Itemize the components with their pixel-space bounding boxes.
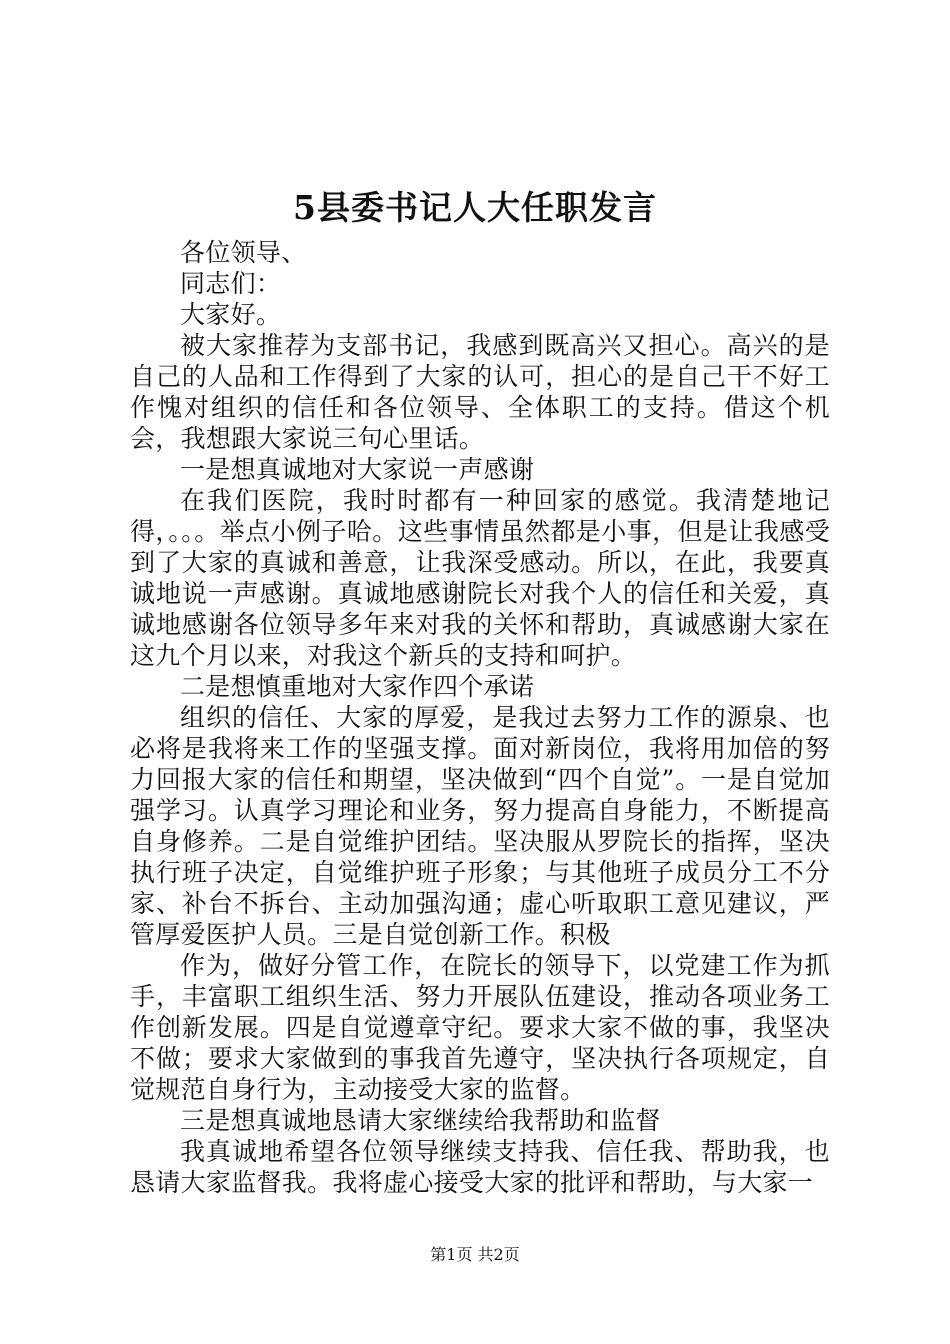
body-paragraph: 作为，做好分管工作，在院长的领导下，以党建工作为抓手，丰富职工组织生活、努力开展队伍建设，推动各项业务工作创新发展。四是自觉遵章守纪。要求大家不做的事，我坚决不做；要求大家做到的事我首先遵守，坚决执行各项规定，自觉规范自身行为，主动接受大家的监督。 xyxy=(130,951,830,1104)
document-title: 5县委书记人大任职发言 xyxy=(293,188,657,227)
section-heading: 三是想真诚地恳请大家继续给我帮助和监督 xyxy=(180,1106,661,1135)
body-paragraph: 我真诚地希望各位领导继续支持我、信任我、帮助我，也恳请大家监督我。我将虚心接受大家的批评和帮助，与大家一 xyxy=(130,1137,830,1197)
body-paragraph: 被大家推荐为支部书记，我感到既高兴又担心。高兴的是自己的人品和工作得到了大家的认可，担心的是自己干不好工作愧对组织的信任和各位领导、全体职工的支持。借这个机会，我想跟大家说三句心里话。 xyxy=(130,331,830,453)
body-paragraph: 在我们医院，我时时都有一种回家的感觉。我清楚地记得，。。。举点小例子哈。这些事情虽然都是小事，但是让我感受到了大家的真诚和善意，让我深受感动。所以，在此，我要真诚地说一声感谢。真诚地感谢院长对我个人的信任和关爱，真诚地感谢各位领导多年来对我的关怀和帮助，真诚感谢大家在这九个月以来，对我这个新兵的支持和呵护。 xyxy=(130,486,830,670)
section-heading: 一是想真诚地对大家说一声感谢 xyxy=(180,455,535,484)
body-paragraph: 组织的信任、大家的厚爱，是我过去努力工作的源泉、也必将是我将来工作的坚强支撑。面对新岗位，我将用加倍的努力回报大家的信任和期望，坚决做到“四个自觉”。一是自觉加强学习。认真学习理论和业务，努力提高自身能力，不断提高自身修养。二是自觉维护团结。坚决服从罗院长的指挥，坚决执行班子决定，自觉维护班子形象；与其他班子成员分工不分家、补台不拆台、主动加强沟通；虚心听取职工意见建议，严管厚爱医护人员。三是自觉创新工作。积极 xyxy=(130,703,830,949)
page-number-footer: 第1页 共2页 xyxy=(430,1245,520,1264)
section-heading: 二是想慎重地对大家作四个承诺 xyxy=(180,672,535,701)
document-body xyxy=(130,237,830,1198)
salutation-line: 同志们： xyxy=(180,269,282,298)
salutation-line: 各位领导、 xyxy=(180,238,307,267)
greeting-line: 大家好。 xyxy=(180,300,282,329)
